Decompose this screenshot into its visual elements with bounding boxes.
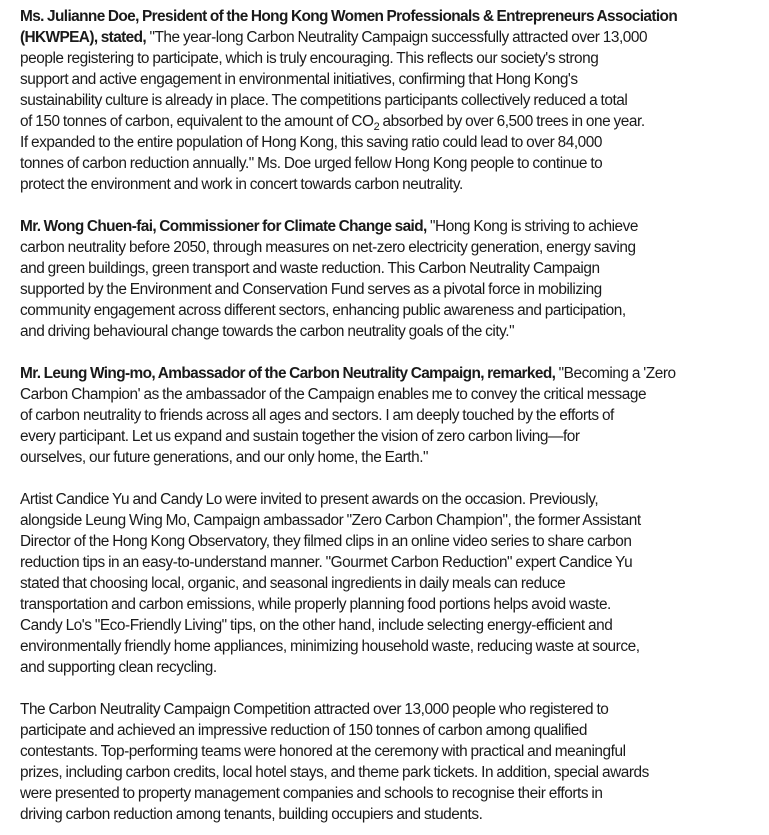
paragraph-ambassador-quote (20, 363, 765, 468)
text-line (20, 363, 765, 384)
text-line: Candy Lo's "Eco-Friendly Living" tips, on the other hand, include selecting energy-efficient and (20, 617, 613, 634)
text-line: tonnes of carbon reduction annually." Ms. Doe urged fellow Hong Kong people to continue to (20, 155, 603, 172)
text-line: transportation and carbon emissions, while properly planning food portions helps avoid waste. (20, 596, 611, 613)
text-line: ourselves, our future generations, and our only home, the Earth." (20, 449, 429, 466)
text-line: carbon neutrality before 2050, through measures on net-zero electricity generation, energy saving (20, 239, 636, 256)
speaker-label: (HKWPEA), stated, (20, 29, 147, 46)
speaker-label: Ms. Julianne Doe, President of the Hong Kong Women Professionals & Entrepreneurs Association (20, 8, 678, 25)
line-text: absorbed by over 6,500 trees in one year. (379, 113, 645, 130)
text-line: support and active engagement in environmental initiatives, confirming that Hong Kong's (20, 71, 578, 88)
text-line: every participant. Let us expand and sustain together the vision of zero carbon living—for (20, 428, 580, 445)
text-line: community engagement across different sectors, enhancing public awareness and participation, (20, 302, 626, 319)
quote-text: "The year-long Carbon Neutrality Campaign successfully attracted over 13,000 (146, 29, 648, 46)
quote-text: "Becoming a 'Zero (555, 365, 676, 382)
text-line (20, 27, 765, 48)
text-line: and supporting clean recycling. (20, 659, 217, 676)
quote-text: "Hong Kong is striving to achieve (426, 218, 639, 235)
text-line: were presented to property management companies and schools to recognise their efforts in (20, 785, 603, 802)
text-line: and green buildings, green transport and waste reduction. This Carbon Neutrality Campaign (20, 260, 600, 277)
speaker-label: Mr. Wong Chuen-fai, Commissioner for Climate Change said, (20, 218, 427, 235)
paragraph-competition-summary (20, 699, 765, 825)
text-line (20, 111, 765, 132)
paragraph-commissioner-quote (20, 216, 765, 342)
text-line: supported by the Environment and Conservation Fund serves as a pivotal force in mobilizing (20, 281, 602, 298)
text-line: driving carbon reduction among tenants, building occupiers and students. (20, 806, 483, 823)
text-line: contestants. Top-performing teams were honored at the ceremony with practical and meaningful (20, 743, 626, 760)
text-line: Director of the Hong Kong Observatory, they filmed clips in an online video series to share carbon (20, 533, 632, 550)
text-line: reduction tips in an easy-to-understand manner. "Gourmet Carbon Reduction" expert Candice Yu (20, 554, 633, 571)
text-line: and driving behavioural change towards the carbon neutrality goals of the city." (20, 323, 515, 340)
co2-subscript: 2 (373, 121, 380, 133)
text-line: protect the environment and work in concert towards carbon neutrality. (20, 176, 463, 193)
text-line: participate and achieved an impressive reduction of 150 tonnes of carbon among qualified (20, 722, 587, 739)
text-line: people registering to participate, which is truly encouraging. This reflects our society's strong (20, 50, 599, 67)
text-line: alongside Leung Wing Mo, Campaign ambassador "Zero Carbon Champion", the former Assistant (20, 512, 641, 529)
text-line (20, 216, 765, 237)
text-line: Artist Candice Yu and Candy Lo were invited to present awards on the occasion. Previously, (20, 491, 599, 508)
text-line: If expanded to the entire population of Hong Kong, this saving ratio could lead to over 84,000 (20, 134, 603, 151)
paragraph-hkwpea-quote (20, 6, 765, 195)
text-line: environmentally friendly home appliances, minimizing household waste, reducing waste at source, (20, 638, 640, 655)
speaker-label: Mr. Leung Wing-mo, Ambassador of the Carbon Neutrality Campaign, remarked, (20, 365, 556, 382)
line-text: of 150 tonnes of carbon, equivalent to the amount of CO (20, 113, 374, 130)
text-line: The Carbon Neutrality Campaign Competition attracted over 13,000 people who registered to (20, 701, 609, 718)
text-line: prizes, including carbon credits, local hotel stays, and theme park tickets. In addition, special awards (20, 764, 649, 781)
text-line: Carbon Champion' as the ambassador of the Campaign enables me to convey the critical message (20, 386, 647, 403)
text-line: stated that choosing local, organic, and seasonal ingredients in daily meals can reduce (20, 575, 566, 592)
text-line: of carbon neutrality to friends across all ages and sectors. I am deeply touched by the efforts of (20, 407, 614, 424)
text-line (20, 6, 765, 27)
paragraph-artists (20, 489, 765, 678)
text-line: sustainability culture is already in place. The competitions participants collectively reduced a total (20, 92, 628, 109)
